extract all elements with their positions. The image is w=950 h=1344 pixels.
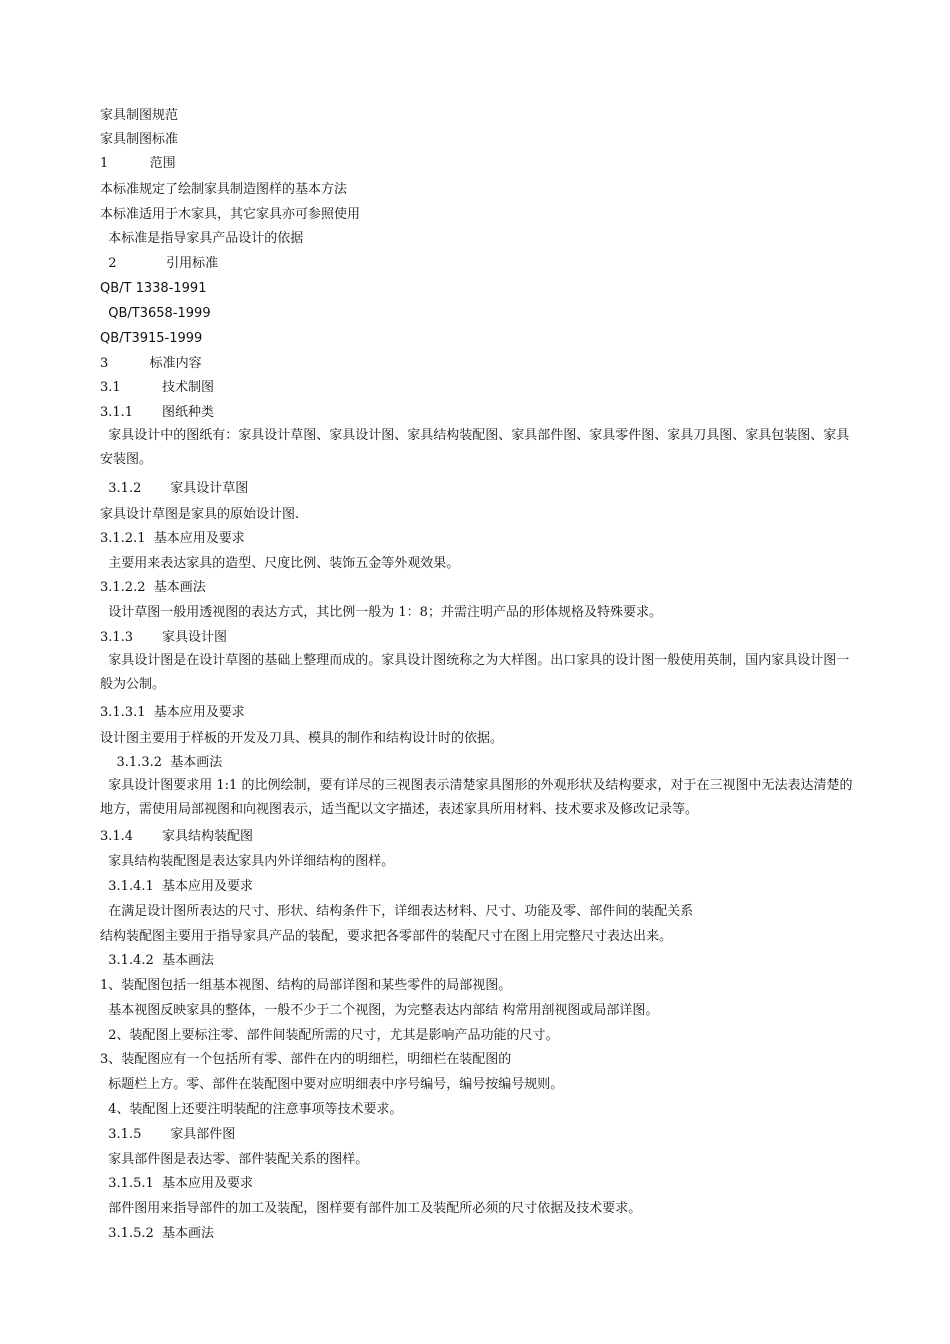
section-heading: 3.1.4.2 基本画法 bbox=[100, 953, 215, 968]
list-item: 1、装配图包括一组基本视图、结构的局部详图和某些零件的局部视图。 bbox=[100, 978, 512, 993]
paragraph: 家具部件图是表达零、部件装配关系的图样。 bbox=[100, 1152, 369, 1167]
section-heading: 3.1 技术制图 bbox=[100, 380, 214, 395]
list-item: 标题栏上方。零、部件在装配图中要对应明细表中序号编号，编号按编号规则。 bbox=[100, 1077, 564, 1092]
section-heading: 3.1.3 家具设计图 bbox=[100, 630, 228, 645]
paragraph: 在满足设计图所表达的尺寸、形状、结构条件下，详细表达材料、尺寸、功能及零、部件间的装配关系 bbox=[100, 904, 694, 919]
paragraph: 本标准适用于木家具，其它家具亦可参照使用 bbox=[100, 207, 361, 222]
reference-standard: QB/T 1338-1991 bbox=[100, 281, 207, 296]
document-subtitle: 家具制图标准 bbox=[100, 132, 179, 147]
section-heading: 3.1.4 家具结构装配图 bbox=[100, 829, 254, 844]
paragraph: 结构装配图主要用于指导家具产品的装配，要求把各零部件的装配尺寸在图上用完整尺寸表达出来。 bbox=[100, 929, 673, 944]
paragraph: 部件图用来指导部件的加工及装配，图样要有部件加工及装配所必须的尺寸依据及技术要求。 bbox=[100, 1201, 642, 1216]
section-heading: 3 标准内容 bbox=[100, 356, 202, 371]
section-heading: 3.1.1 图纸种类 bbox=[100, 405, 215, 420]
section-heading: 3.1.2.1 基本应用及要求 bbox=[100, 531, 245, 546]
section-heading: 3.1.2.2 基本画法 bbox=[100, 580, 206, 595]
section-heading: 3.1.5.2 基本画法 bbox=[100, 1226, 215, 1241]
paragraph: 本标准规定了绘制家具制造图样的基本方法 bbox=[100, 182, 348, 197]
paragraph: 本标准是指导家具产品设计的依据 bbox=[100, 231, 304, 246]
section-heading: 3.1.2 家具设计草图 bbox=[100, 481, 249, 496]
list-item: 基本视图反映家具的整体，一般不少于二个视图，为完整表达内部结 构常用剖视图或局部详图。 bbox=[100, 1003, 659, 1018]
document-title: 家具制图规范 bbox=[100, 108, 179, 123]
paragraph: 设计草图一般用透视图的表达方式，其比例一般为 1：8；并需注明产品的形体规格及特殊要求。 bbox=[100, 605, 662, 620]
paragraph: 家具设计图要求用 1:1 的比例绘制，要有详尽的三视图表示清楚家具图形的外观形状及结构要求，对于在三视图中无法表达清楚的地方，需使用局部视图和向视图表示，适当配以文字描述，表述家具所用材料、技术要求及修改记录等。 bbox=[100, 778, 853, 817]
reference-standard: QB/T3658-1999 bbox=[100, 306, 211, 321]
section-heading: 1 范围 bbox=[100, 156, 176, 171]
reference-standard: QB/T3915-1999 bbox=[100, 331, 203, 346]
paragraph: 家具结构装配图是表达家具内外详细结构的图样。 bbox=[100, 854, 395, 869]
section-heading: 3.1.4.1 基本应用及要求 bbox=[100, 879, 254, 894]
list-item: 2、装配图上要标注零、部件间装配所需的尺寸，尤其是影响产品功能的尺寸。 bbox=[100, 1028, 559, 1043]
paragraph: 家具设计图是在设计草图的基础上整理而成的。家具设计图统称之为大样图。出口家具的设计图一般使用英制，国内家具设计图一般为公制。 bbox=[100, 653, 850, 692]
section-heading: 3.1.5 家具部件图 bbox=[100, 1127, 236, 1142]
list-item: 3、装配图应有一个包括所有零、部件在内的明细栏，明细栏在装配图的 bbox=[100, 1052, 512, 1067]
list-item: 4、装配图上还要注明装配的注意事项等技术要求。 bbox=[100, 1102, 403, 1117]
section-heading: 3.1.3.1 基本应用及要求 bbox=[100, 705, 245, 720]
section-heading: 2 引用标准 bbox=[100, 256, 219, 271]
paragraph: 主要用来表达家具的造型、尺度比例、装饰五金等外观效果。 bbox=[100, 556, 460, 571]
paragraph: 家具设计中的图纸有：家具设计草图、家具设计图、家具结构装配图、家具部件图、家具零件图、家具刀具图、家具包装图、家具安装图。 bbox=[100, 428, 850, 467]
section-heading: 3.1.3.2 基本画法 bbox=[100, 755, 223, 770]
paragraph: 家具设计草图是家具的原始设计图. bbox=[100, 507, 300, 522]
section-heading: 3.1.5.1 基本应用及要求 bbox=[100, 1176, 254, 1191]
paragraph: 设计图主要用于样板的开发及刀具、模具的制作和结构设计时的依据。 bbox=[100, 731, 504, 746]
